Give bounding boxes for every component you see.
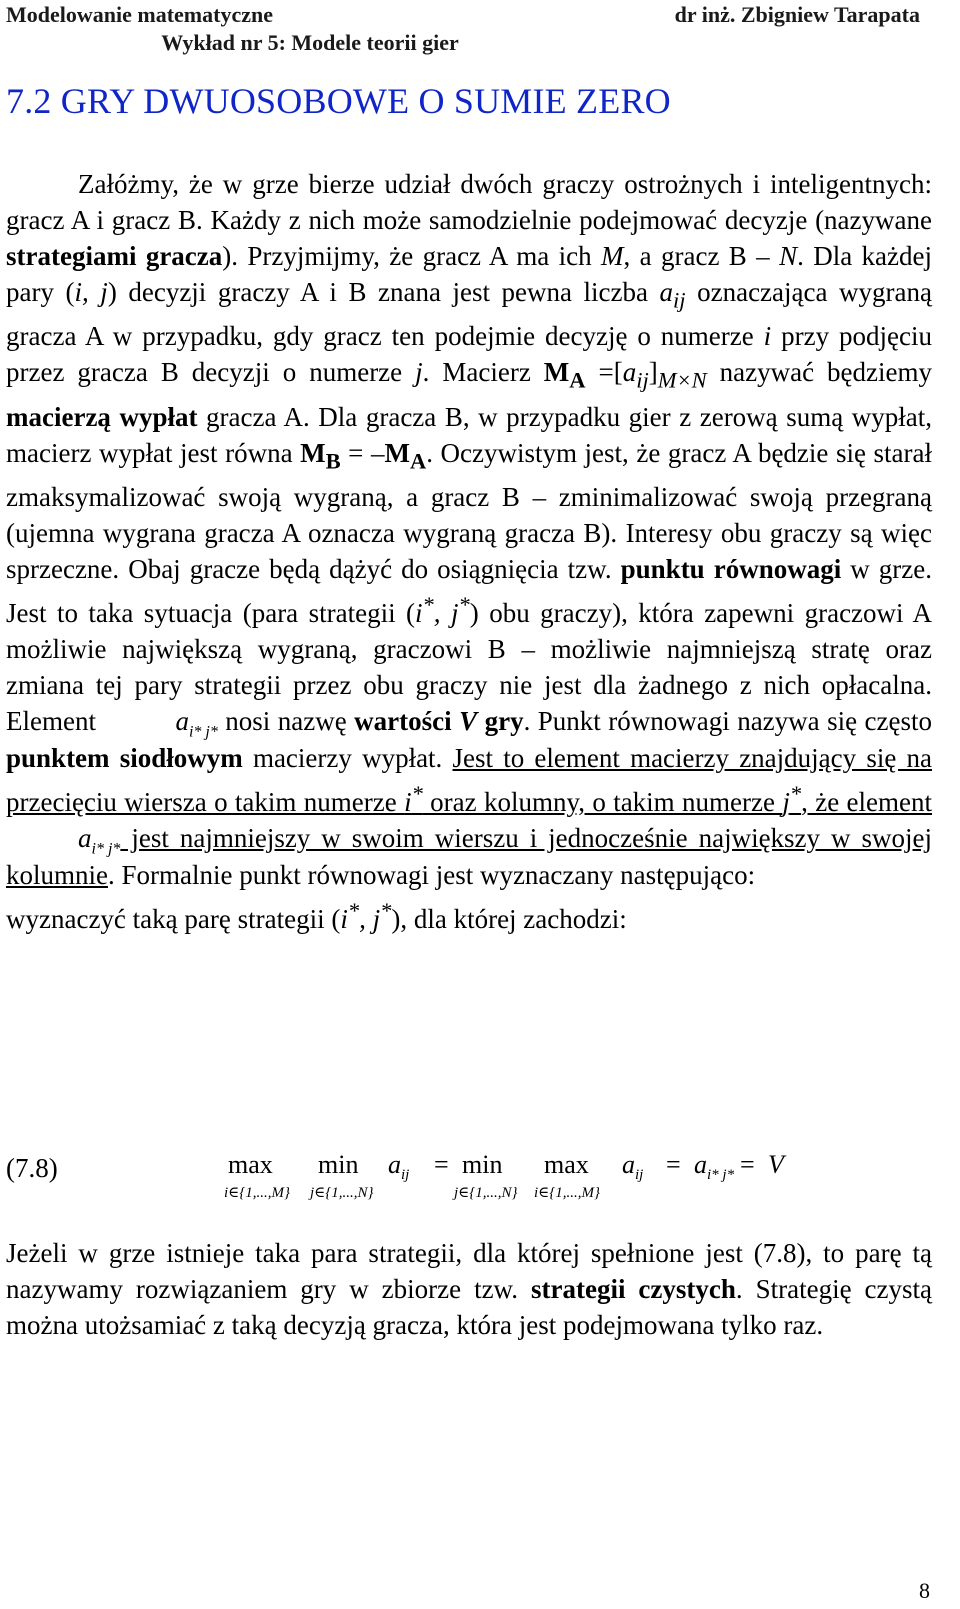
equals-sign: =: [740, 1150, 755, 1179]
j-range: j∈{1,...,N}: [310, 1185, 374, 1201]
term-strategies: strategiami gracza: [6, 241, 223, 271]
symbol-aistarjstar: $a_{i* j*}$: [175, 705, 218, 741]
text: nosi nazwę: [217, 706, 355, 737]
symbol-MA-def: $M_A =[a_{ij}]_{M\times N}$: [543, 357, 707, 393]
term-payoff-matrix: macierzą wypłat: [6, 401, 198, 432]
lecture-title: Wykład nr 5: Modele teorii gier: [161, 30, 459, 55]
course-title: Modelowanie matematyczne: [6, 2, 273, 27]
text: Jeżeli w grze istnieje taka para strategii, dla której spełnione jest (7.8), to parę tą nazywamy rozwiązaniem gry w zbiorze tzw.: [6, 1238, 932, 1304]
value-V: V: [768, 1150, 784, 1179]
text: . Strategię czystą można utożsamiać z taką decyzją gracza, która jest podejmowana tylko raz.: [6, 1274, 932, 1340]
min-operator: min: [318, 1150, 359, 1179]
equation-number: (7.8): [6, 1153, 58, 1183]
body-paragraph-pure-strategies: [6, 1235, 932, 1343]
equation-7-8: [224, 1150, 828, 1210]
var-i: i: [763, 321, 772, 352]
text: Załóżmy, że w grze bierze udział dwóch graczy ostrożnych i inteligentnych: gracz A i gracz B. Każdy z nich może samodzielnie podejmować decyzje (nazywane: [6, 169, 932, 235]
underlined-definition: Jest to element macierzy znajdujący się na przecięciu wiersza o takim numerze i* oraz kolumny, o takim numerze j*, że element $a_{i* j*}$ jest najmniejszy w swoim wierszu i jednocześnie największy w swojej kolumnie: [6, 743, 932, 891]
text: gracza A. Dla gracza B, w przypadku gier z zerową sumą wypłat, macierz wypłat jest równa: [6, 401, 932, 468]
i-range: i∈{1,...,M}: [224, 1185, 291, 1201]
aij-term: $a_{ij}$: [388, 1150, 410, 1184]
equals-sign: =: [434, 1150, 449, 1179]
symbol-aij: $a_{ij}$: [659, 277, 686, 313]
var-M: M: [601, 241, 624, 271]
aij-term: $a_{ij}$: [622, 1150, 644, 1184]
author-name: dr inż. Zbigniew Tarapata: [674, 2, 920, 27]
symbol-aistarjstar: $a_{i* j*}$: [78, 822, 121, 858]
equals-sign: =: [666, 1150, 681, 1179]
term-value: wartości V gry: [354, 706, 524, 737]
text: . Macierz: [422, 357, 544, 388]
text: . Punkt równowagi nazywa się często: [523, 706, 933, 737]
text: . Formalnie punkt równowagi jest wyznaczany następująco:: [108, 860, 756, 891]
i-range: i∈{1,...,M}: [534, 1185, 601, 1201]
term-pure-strategies: strategii czystych: [531, 1274, 736, 1304]
var-N: N: [779, 241, 798, 271]
term-saddle-point: punktem siodłowym: [6, 743, 243, 774]
text: wyznaczyć taką parę strategii (: [6, 904, 341, 935]
min-operator: min: [462, 1150, 503, 1179]
max-operator: max: [228, 1150, 273, 1179]
var-ij: i, j: [74, 277, 108, 307]
text: macierzy wypłat.: [242, 743, 453, 774]
text: . Dla każdej pary (: [6, 241, 933, 307]
text: w grze. Jest to taka sytuacja (para strategii (: [6, 554, 932, 629]
max-operator: max: [544, 1150, 589, 1179]
j-range: j∈{1,...,N}: [454, 1185, 518, 1201]
text: ) decyzji graczy A i B znana jest pewna liczba: [107, 277, 660, 307]
strategy-pair: i*, j*: [415, 592, 470, 629]
body-paragraph-main: [6, 166, 932, 937]
text: . Oczywistym jest, że gracz A będzie się starał zmaksymalizować swoją wygraną, a gracz B – zminimalizować swoją przegraną (ujemna wygrana gracza A oznacza wygraną gracza B). Interesy obu graczy są więc sprzeczne. Obaj gracze będą dążyć do osiągnięcia tzw.: [6, 437, 932, 585]
strategy-pair: i*, j*: [340, 898, 392, 935]
text: przy podjęciu przez gracza B decyzji o numerze: [6, 321, 932, 388]
text: oznaczająca wygraną gracza A w przypadku, gdy gracz ten podejmie decyzję o numerze: [6, 277, 932, 352]
text: , a gracz B –: [623, 241, 780, 271]
text: ), dla której zachodzi:: [391, 904, 627, 935]
var-j: j: [415, 357, 423, 388]
astar-term: $a_{i* j*}$: [694, 1150, 735, 1184]
term-equilibrium: punktu równowagi: [620, 554, 842, 585]
text: ) obu graczy), która zapewni graczowi A możliwie największą wygraną, graczowi B – możliwie najmniejszą stratę oraz zmiana tej pary strategii przez obu graczy nie jest dla żadnego z nich opłacalna. Element: [6, 598, 932, 737]
page-number: 8: [919, 1578, 930, 1603]
section-heading: 7.2 GRY DWUOSOBOWE O SUMIE ZERO: [6, 81, 671, 121]
text: ). Przyjmijmy, że gracz A ma ich: [222, 241, 602, 271]
symbol-MB-eq: $M_B = -M_A$: [300, 437, 427, 474]
text: nazywać będziemy: [706, 357, 933, 388]
